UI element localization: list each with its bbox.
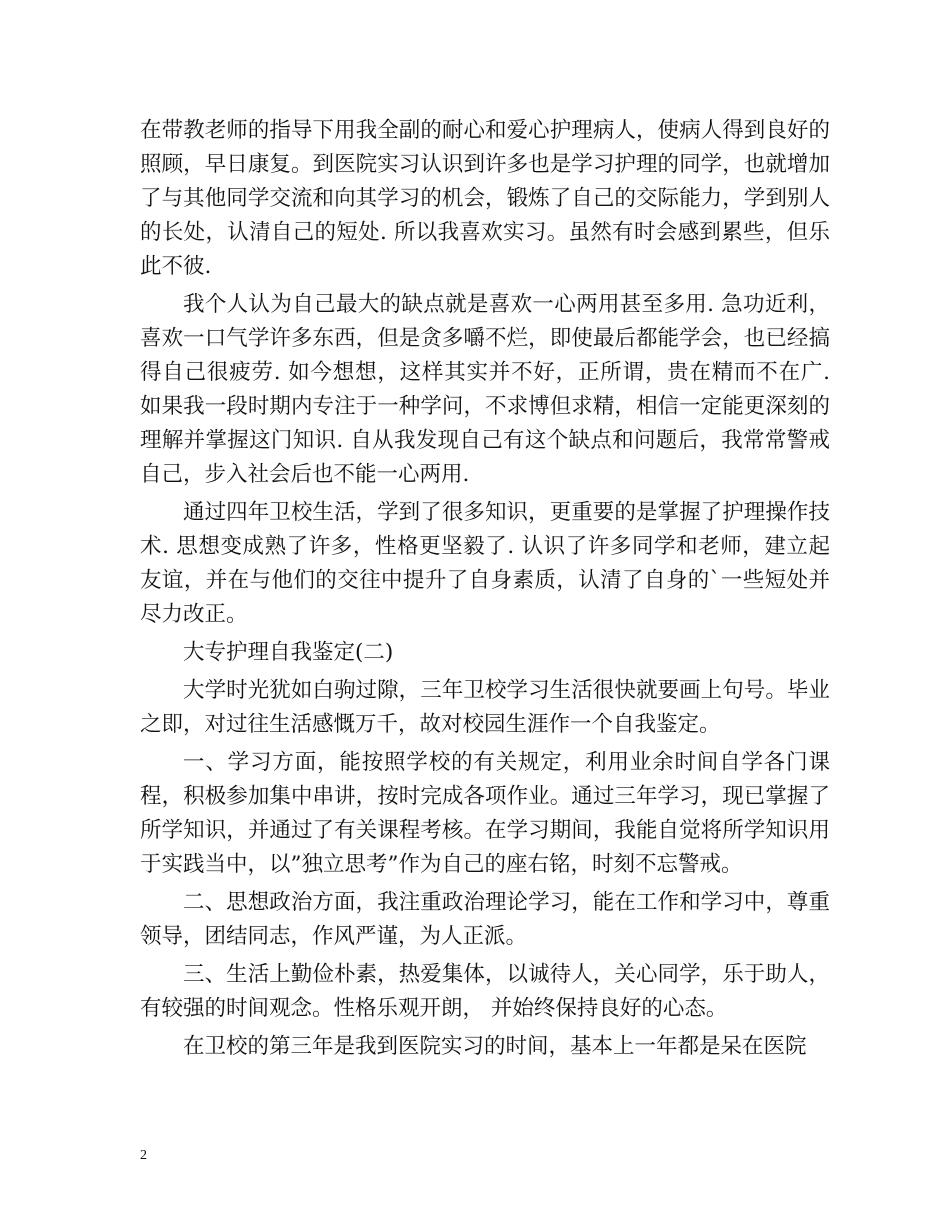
paragraph-continued-internship: 在带教老师的指导下用我全副的耐心和爱心护理病人，使病人得到良好的照顾，早日康复。到医院实习认识到许多也是学习护理的同学，也就增加了与其他同学交流和向其学习的机会，锻炼了自己的交际能力，学到别人的长处，认清自己的短处. 所以我喜欢实习。虽然有时会感到累些，但乐此不彼.: [140, 118, 830, 279]
paragraph-shortcomings: 我个人认为自己最大的缺点就是喜欢一心两用甚至多用. 急功近利，喜欢一口气学许多东西，但是贪多嚼不烂，即使最后都能学会，也已经搞得自己很疲劳. 如今想想，这样其实并不好，正所谓，贵在精而不在广. 如果我一段时期内专注于一种学问，不求博但求精，相信一定能更深刻的理解并掌握这门知识. 自从我发现自己有这个缺点和问题后，我常常警戒自己，步入社会后也不能一心两用.: [140, 292, 830, 487]
document-body: [140, 114, 830, 1068]
page-number: 2: [140, 1148, 147, 1163]
paragraph-introduction: 大学时光犹如白驹过隙，三年卫校学习生活很快就要画上句号。毕业之即，对过往生活感慨万千，故对校园生涯作一个自我鉴定。: [140, 678, 830, 737]
paragraph-study: 一、学习方面，能按照学校的有关规定，利用业余时间自学各门课程，积极参加集中串讲，按时完成各项作业。通过三年学习，现已掌握了所学知识，并通过了有关课程考核。在学习期间，我能自觉将所学知识用于实践当中，以”独立思考”作为自己的座右铭，时刻不忘警戒。: [140, 750, 830, 877]
section-heading: 大专护理自我鉴定(二): [183, 640, 394, 665]
paragraph-politics: 二、思想政治方面，我注重政治理论学习，能在工作和学习中，尊重领导，团结同志，作风严谨，为人正派。: [140, 890, 830, 949]
paragraph-third-year: 在卫校的第三年是我到医院实习的时间，基本上一年都是呆在医院: [183, 1034, 807, 1059]
paragraph-four-years-summary: 通过四年卫校生活，学到了很多知识，更重要的是掌握了护理操作技术. 思想变成熟了许多，性格更坚毅了. 认识了许多同学和老师，建立起友谊，并在与他们的交往中提升了自身素质，认清了自身的`一些短处并尽力改正。: [140, 500, 830, 627]
paragraph-life: 三、生活上勤俭朴素，热爱集体，以诚待人，关心同学，乐于助人，有较强的时间观念。性格乐观开朗， 并始终保持良好的心态。: [140, 962, 830, 1021]
